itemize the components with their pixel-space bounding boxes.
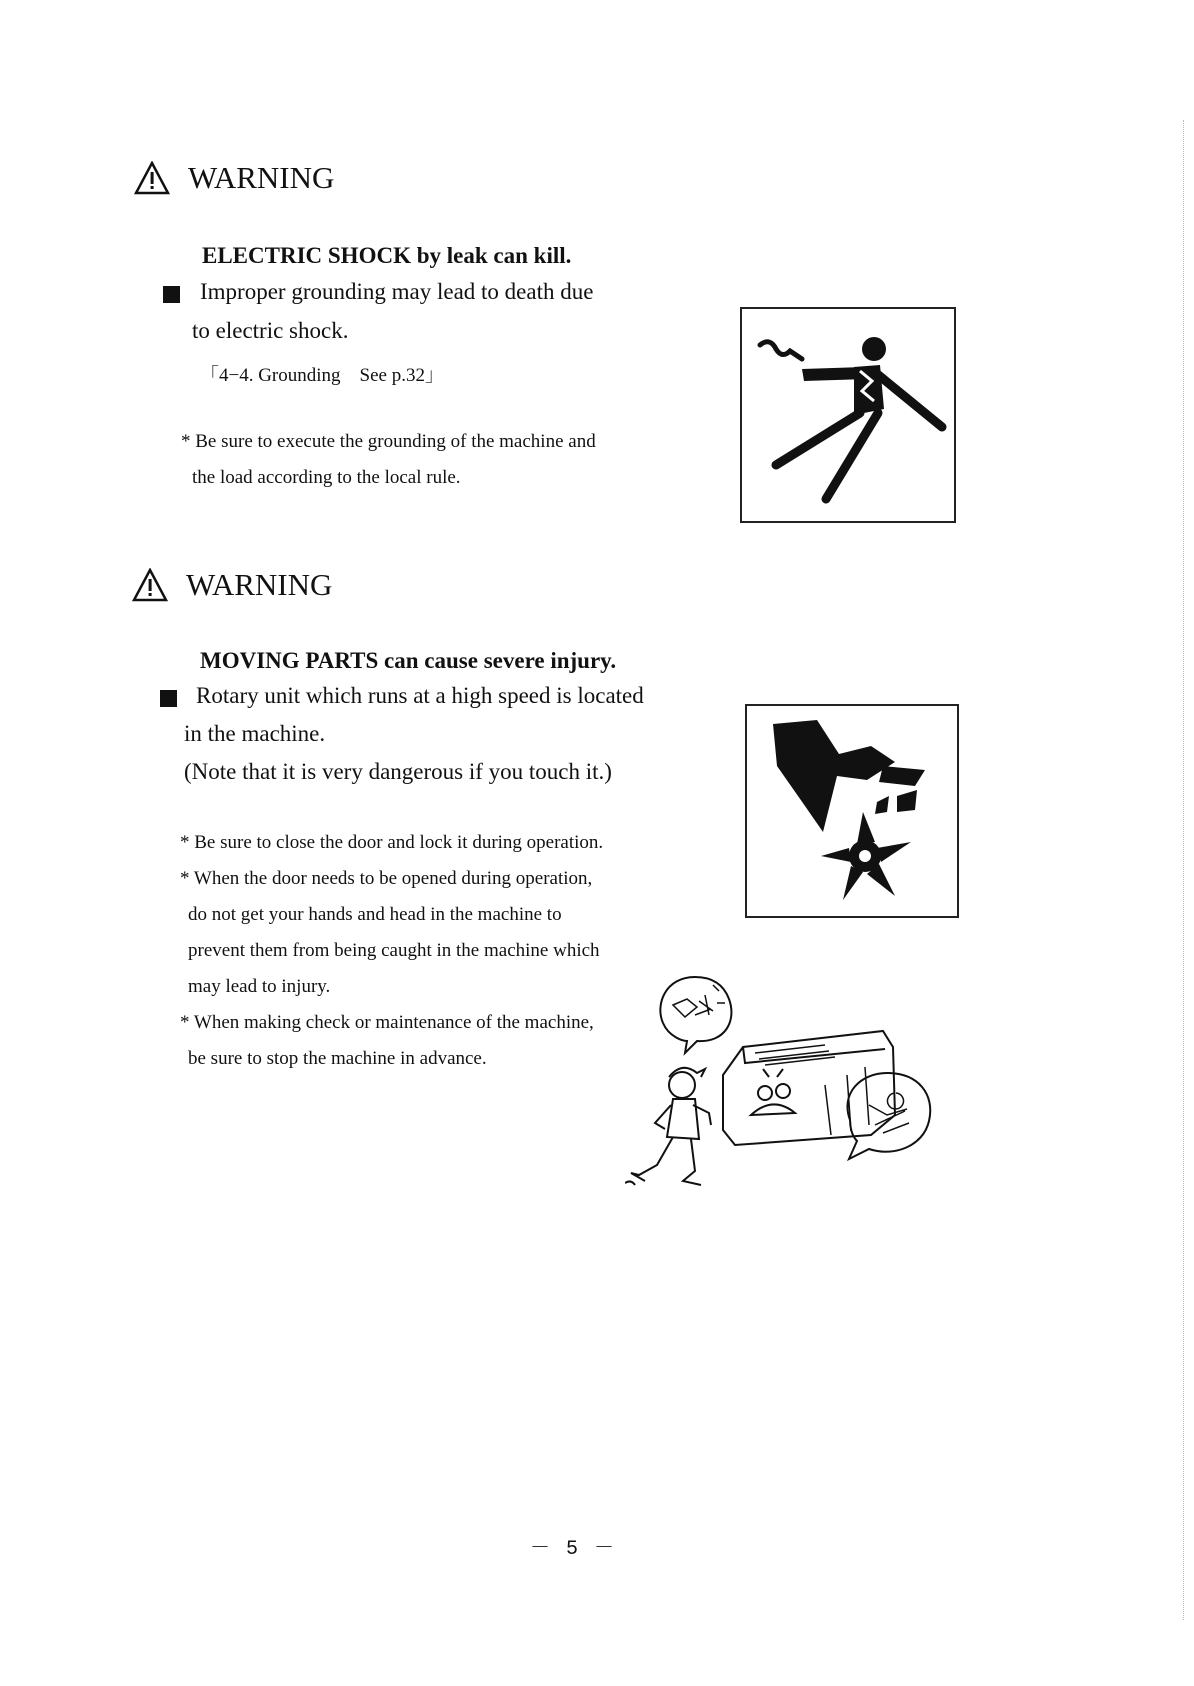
hazard-subheading: ELECTRIC SHOCK by leak can kill. xyxy=(202,243,572,268)
note-text: * Be sure to close the door and lock it during operation. xyxy=(180,832,604,853)
hazard-subheading: MOVING PARTS can cause severe injury. xyxy=(200,648,617,673)
electric-shock-icon xyxy=(740,307,956,523)
note-text: * When making check or maintenance of the machine, xyxy=(180,1012,594,1033)
warning-triangle-icon xyxy=(134,161,170,195)
warning-triangle-icon xyxy=(132,568,168,602)
hazard-description: Rotary unit which runs at a high speed is located xyxy=(196,683,644,708)
warning-heading-2 xyxy=(132,567,332,603)
note-text: may lead to injury. xyxy=(188,976,331,997)
bullet-square-icon xyxy=(163,286,180,303)
hazard-description-cont: to electric shock. xyxy=(192,318,349,343)
warning-heading-1 xyxy=(134,160,334,196)
scan-edge xyxy=(1183,120,1184,1620)
note-text: be sure to stop the machine in advance. xyxy=(188,1048,487,1069)
worker-machine-illustration xyxy=(625,965,955,1235)
warning-heading-text: WARNING xyxy=(188,160,335,195)
note-text: prevent them from being caught in the machine which xyxy=(188,940,600,961)
note-text-cont: the load according to the local rule. xyxy=(192,467,461,488)
hazard-note: (Note that it is very dangerous if you touch it.) xyxy=(184,759,612,784)
note-text: do not get your hands and head in the machine to xyxy=(188,904,562,925)
warning-heading-text: WARNING xyxy=(186,567,333,602)
note-text: * Be sure to execute the grounding of the machine and xyxy=(181,431,596,452)
hazard-description: Improper grounding may lead to death due xyxy=(200,279,594,304)
rotating-parts-icon xyxy=(745,704,959,918)
note-text: * When the door needs to be opened during operation, xyxy=(180,868,593,889)
bullet-square-icon xyxy=(160,690,177,707)
page-number: － 5 － xyxy=(530,1538,617,1561)
hazard-description-cont: in the machine. xyxy=(184,721,326,746)
grounding-reference: 「4−4. Grounding See p.32」 xyxy=(200,365,444,386)
